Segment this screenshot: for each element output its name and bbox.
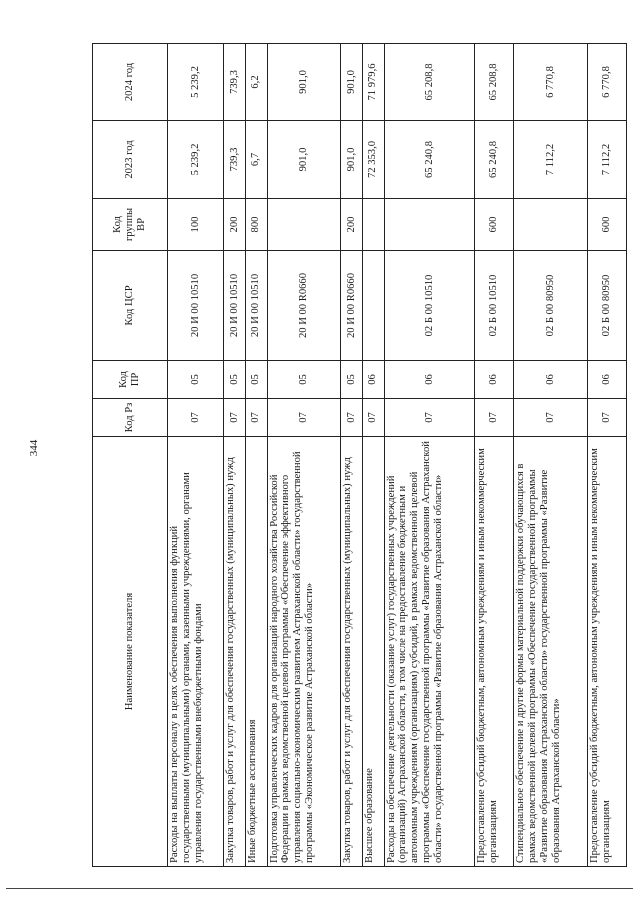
row-vr: 200 <box>224 199 246 251</box>
row-rz: 07 <box>168 399 224 437</box>
table-row <box>587 44 626 867</box>
table-row <box>475 44 514 867</box>
table-row <box>384 44 475 867</box>
row-csr: 20 И 00 10510 <box>245 251 267 361</box>
row-name: Подготовка управленческих кадров для организаций народного хозяйства Российской Федерации в рамках ведомственной целевой программы «Обеспечение эффективного управления социально-экономическим развитием Астраханской области» государственной программы «Экономическое развитие Астраханской области» <box>267 437 341 867</box>
row-rz: 07 <box>245 399 267 437</box>
row-pr: 06 <box>587 361 626 399</box>
row-2023: 739,3 <box>224 121 246 199</box>
row-name: Стипендиальное обеспечение и другие формы материальной поддержки обучающихся в рамках ведомственной целевой программы «Обеспечение государственной программы «Развитие образования Астраханской области» государственной программы «Развитие образования Астраханской области» <box>514 437 588 867</box>
row-pr: 06 <box>475 361 514 399</box>
row-rz: 07 <box>475 399 514 437</box>
row-rz: 07 <box>224 399 246 437</box>
budget-table <box>92 43 627 867</box>
row-2024: 901,0 <box>267 44 341 121</box>
table-header-row <box>93 44 168 867</box>
row-2024: 901,0 <box>341 44 363 121</box>
header-2023: 2023 год <box>93 121 168 199</box>
row-csr: 20 И 00 10510 <box>168 251 224 361</box>
row-csr: 02 Б 00 80950 <box>587 251 626 361</box>
row-rz: 07 <box>514 399 588 437</box>
row-name: Высшее образование <box>362 437 384 867</box>
row-csr: 20 И 00 R0660 <box>267 251 341 361</box>
table-row <box>267 44 341 867</box>
row-name: Расходы на выплаты персоналу в целях обеспечения выполнения функций государственными (муниципальными) органами, казенными учреждениями, органами управления государственными внебюджетными фондами <box>168 437 224 867</box>
row-2023: 65 240,8 <box>384 121 475 199</box>
row-rz: 07 <box>341 399 363 437</box>
row-name: Расходы на обеспечение деятельности (оказание услуг) государственных учреждений (организаций) Астраханской области, в том числе на предоставление бюджетным и автономным учреждениям (организациям) субсидий, в рамках ведомственной целевой программы «Обеспечение государственной программы «Развитие образования Астраханской области» государственной программы «Развитие образования Астраханской области» <box>384 437 475 867</box>
bottom-divider <box>6 888 633 889</box>
row-csr <box>362 251 384 361</box>
row-2023: 901,0 <box>341 121 363 199</box>
row-pr: 05 <box>224 361 246 399</box>
row-rz: 07 <box>587 399 626 437</box>
table-row <box>245 44 267 867</box>
rotated-sheet <box>92 44 627 867</box>
header-pr: Код ПР <box>93 361 168 399</box>
row-pr: 05 <box>341 361 363 399</box>
row-name: Иные бюджетные ассигнования <box>245 437 267 867</box>
row-vr: 600 <box>587 199 626 251</box>
row-pr: 06 <box>362 361 384 399</box>
rotated-table-wrapper <box>92 44 627 867</box>
row-2024: 5 239,2 <box>168 44 224 121</box>
row-2023: 7 112,2 <box>587 121 626 199</box>
header-csr: Код ЦСР <box>93 251 168 361</box>
row-2024: 6 770,8 <box>587 44 626 121</box>
row-vr: 200 <box>341 199 363 251</box>
row-2024: 65 208,8 <box>384 44 475 121</box>
row-2024: 6 770,8 <box>514 44 588 121</box>
row-rz: 07 <box>267 399 341 437</box>
row-vr <box>267 199 341 251</box>
header-vr: Код группы ВР <box>93 199 168 251</box>
table-row <box>514 44 588 867</box>
row-2023: 65 240,8 <box>475 121 514 199</box>
table-row <box>341 44 363 867</box>
row-name: Предоставление субсидий бюджетным, автономным учреждениям и иным некоммерческим организациям <box>587 437 626 867</box>
row-2023: 6,7 <box>245 121 267 199</box>
header-name: Наименование показателя <box>93 437 168 867</box>
row-name: Закупка товаров, работ и услуг для обеспечения государственных (муниципальных) нужд <box>224 437 246 867</box>
row-2024: 739,3 <box>224 44 246 121</box>
row-vr <box>514 199 588 251</box>
row-rz: 07 <box>384 399 475 437</box>
table-row <box>168 44 224 867</box>
row-csr: 02 Б 00 10510 <box>475 251 514 361</box>
row-name: Предоставление субсидий бюджетным, автономным учреждениям и иным некоммерческим организациям <box>475 437 514 867</box>
table-row <box>362 44 384 867</box>
row-2024: 71 979,6 <box>362 44 384 121</box>
header-2024: 2024 год <box>93 44 168 121</box>
row-pr: 05 <box>245 361 267 399</box>
row-csr: 02 Б 00 80950 <box>514 251 588 361</box>
row-rz: 07 <box>362 399 384 437</box>
row-csr: 20 И 00 10510 <box>224 251 246 361</box>
row-pr: 05 <box>267 361 341 399</box>
table-row <box>224 44 246 867</box>
row-pr: 06 <box>384 361 475 399</box>
row-csr: 02 Б 00 10510 <box>384 251 475 361</box>
row-2023: 5 239,2 <box>168 121 224 199</box>
row-pr: 06 <box>514 361 588 399</box>
row-vr: 600 <box>475 199 514 251</box>
page-number: 344 <box>28 439 40 457</box>
row-2023: 901,0 <box>267 121 341 199</box>
row-vr <box>384 199 475 251</box>
row-vr: 100 <box>168 199 224 251</box>
row-2023: 72 353,0 <box>362 121 384 199</box>
row-vr: 800 <box>245 199 267 251</box>
row-2024: 65 208,8 <box>475 44 514 121</box>
row-2024: 6,2 <box>245 44 267 121</box>
row-name: Закупка товаров, работ и услуг для обеспечения государственных (муниципальных) нужд <box>341 437 363 867</box>
row-pr: 05 <box>168 361 224 399</box>
row-csr: 20 И 00 R0660 <box>341 251 363 361</box>
header-rz: Код Рз <box>93 399 168 437</box>
row-2023: 7 112,2 <box>514 121 588 199</box>
row-vr <box>362 199 384 251</box>
